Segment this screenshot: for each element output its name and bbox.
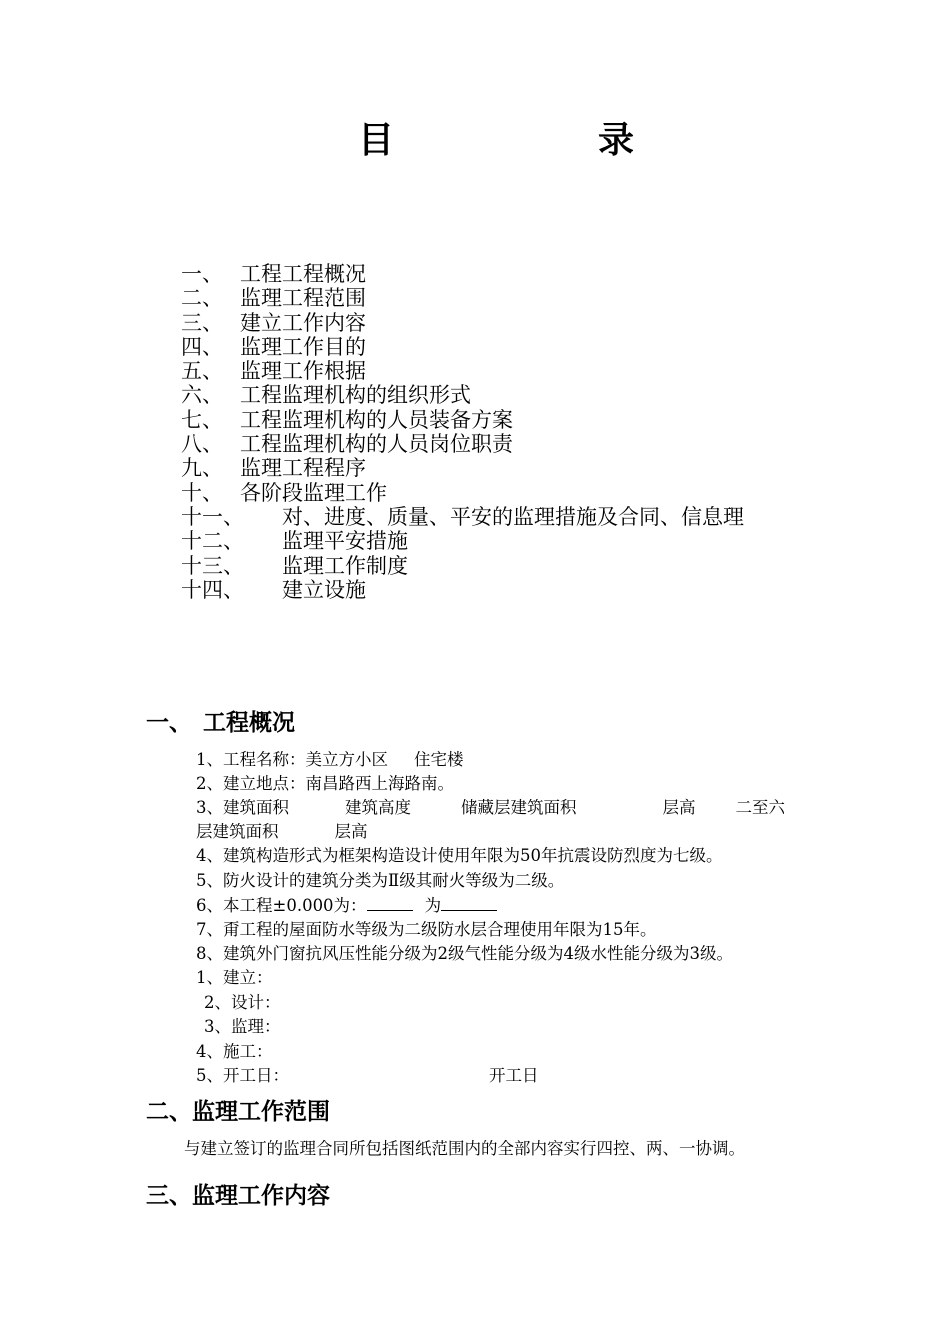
- toc-item[interactable]: [181, 311, 744, 335]
- area-line: [196, 798, 785, 818]
- toc-item-number: 二、: [181, 286, 223, 311]
- floors-label: 二至六: [735, 798, 785, 817]
- elevation-equals-label: 为: [424, 896, 442, 915]
- structure-line: 4、建筑构造形式为框架构造设计使用年限为50年抗震设防烈度为七级。: [196, 846, 723, 865]
- start-date-line: [196, 1066, 539, 1086]
- start-date-label: 5、开工日：: [196, 1066, 289, 1085]
- floor-height-label: 层高: [334, 822, 368, 841]
- toc-item-number: 十一、: [181, 504, 244, 529]
- toc-item-label: 监理平安措施: [282, 529, 408, 554]
- toc-item-number: 十四、: [181, 577, 244, 602]
- area-label: 3、建筑面积: [196, 798, 289, 817]
- toc-item-label: 对、进度、质量、平安的监理措施及合同、信息理: [282, 504, 744, 529]
- toc-item-label: 监理工作目的: [240, 334, 366, 359]
- window-performance-line: 8、建筑外门窗抗风压性能分级为2级气性能分级为4级水性能分级为3级。: [196, 944, 733, 963]
- toc-item[interactable]: [181, 505, 744, 529]
- toc-item[interactable]: [181, 432, 744, 456]
- toc-item[interactable]: [181, 578, 744, 602]
- toc-item-number: 八、: [181, 432, 223, 457]
- toc-item-label: 工程监理机构的人员装备方案: [240, 407, 513, 432]
- toc-item[interactable]: [181, 286, 744, 310]
- toc-item-number: 四、: [181, 334, 223, 359]
- toc-item-label: 各阶段监理工作: [240, 480, 387, 505]
- section-number: 一、: [146, 709, 192, 736]
- toc-item-label: 监理工程程序: [240, 456, 366, 481]
- height-label: 建筑高度: [345, 798, 411, 817]
- toc-item[interactable]: [181, 383, 744, 407]
- toc-item-label: 监理工作制度: [282, 553, 408, 578]
- project-name-suffix: 住宅楼: [414, 750, 464, 769]
- blank-field: [441, 896, 497, 911]
- toc-item-number: 十、: [181, 480, 223, 505]
- party-supervisor-line: 3、监理：: [204, 1017, 281, 1036]
- storey-height-label: 层高: [662, 798, 696, 817]
- floor-area-label: 层建筑面积: [196, 822, 279, 841]
- toc-item-number: 一、: [181, 262, 223, 286]
- toc-item[interactable]: [181, 335, 744, 359]
- toc-item-label: 监理工作根据: [240, 359, 366, 384]
- blank-field: [367, 896, 413, 911]
- party-contractor-line: 4、施工：: [196, 1042, 273, 1061]
- toc-item-label: 建立设施: [282, 577, 366, 602]
- toc-item[interactable]: [181, 554, 744, 578]
- toc-item[interactable]: [181, 408, 744, 432]
- section-heading-content: 三、监理工作内容: [146, 1182, 330, 1209]
- toc-item[interactable]: [181, 456, 744, 480]
- toc-item-number: 五、: [181, 359, 223, 384]
- toc-item-label: 建立工作内容: [240, 310, 366, 335]
- location-line: 2、建立地点：南昌路西上海路南。: [196, 774, 454, 793]
- toc-item-label: 工程监理机构的组织形式: [240, 383, 471, 408]
- start-date-label-2: 开工日: [489, 1066, 539, 1085]
- project-name-label: 1、工程名称：美立方小区: [196, 750, 388, 769]
- section-heading-overview: [146, 709, 295, 737]
- toc-item[interactable]: [181, 262, 744, 286]
- toc-item-label: 工程工程概况: [240, 262, 366, 286]
- project-name-line: [196, 750, 464, 770]
- toc-item[interactable]: [181, 359, 744, 383]
- toc-item-number: 三、: [181, 310, 223, 335]
- toc-item-label: 工程监理机构的人员岗位职责: [240, 432, 513, 457]
- fire-rating-line: 5、防火设计的建筑分类为Ⅱ级其耐火等级为二级。: [196, 871, 565, 890]
- toc-item-number: 十二、: [181, 529, 244, 554]
- area-line-cont: [196, 822, 368, 842]
- section-heading-scope: 二、监理工作范围: [146, 1098, 330, 1125]
- toc-item[interactable]: [181, 529, 744, 553]
- toc-item[interactable]: [181, 481, 744, 505]
- toc-item-label: 监理工程范围: [240, 286, 366, 311]
- toc-item-number: 六、: [181, 383, 223, 408]
- party-designer-line: 2、设计：: [204, 993, 281, 1012]
- scope-paragraph: 与建立签订的监理合同所包括图纸范围内的全部内容实行四控、两、一协调。: [184, 1139, 745, 1158]
- toc-item-number: 十三、: [181, 553, 244, 578]
- storage-area-label: 储藏层建筑面积: [461, 798, 577, 817]
- waterproof-line: 7、甭工程的屋面防水等级为二级防水层合理使用年限为15年。: [196, 920, 657, 939]
- toc-item-number: 七、: [181, 407, 223, 432]
- section-title: 工程概况: [203, 709, 295, 736]
- toc-item-number: 九、: [181, 456, 223, 481]
- elevation-label: 6、本工程±0.000为：: [196, 896, 367, 915]
- page-title: 目 录: [357, 119, 678, 161]
- party-owner-line: 1、建立：: [196, 968, 273, 987]
- elevation-line: [196, 896, 497, 916]
- table-of-contents: [181, 262, 744, 602]
